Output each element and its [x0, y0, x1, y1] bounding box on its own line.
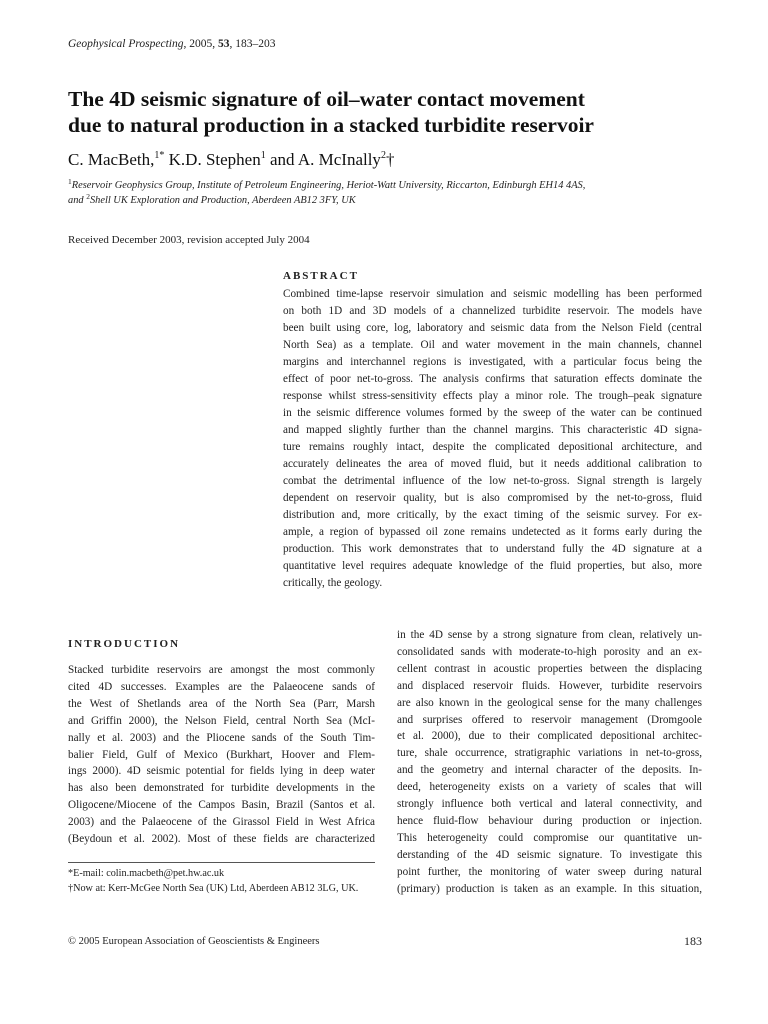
abstract-line: effect of poor net-to-gross. The analysis confirms that saturation effects dominate the [283, 373, 702, 385]
abstract-line: accurately delineates the area of moved fluid, but it needs additional calibration to [283, 458, 702, 470]
body-text-line: hence fluid-flow behaviour during production or injection. [397, 814, 702, 827]
body-text-line: and Griffin 2000), the Nelson Field, central North Sea (McI- [68, 714, 375, 727]
body-text-line: Oligocene/Miocene of the Campos Basin, Brazil (Santos et al. [68, 799, 375, 812]
body-text-line: et al. 2000), due to their complicated depositional architec- [397, 730, 702, 743]
introduction-heading: INTRODUCTION [68, 638, 181, 650]
abstract-line: quantitative level requires adequate knowledge of the fluid properties, but also, more [283, 560, 702, 572]
affiliation-2 [68, 193, 708, 208]
journal-name: Geophysical Prospecting [68, 38, 184, 50]
author-list [68, 150, 394, 170]
title-line-1: The 4D seismic signature of oil–water contact movement [68, 87, 585, 111]
body-text-line: Stacked turbidite reservoirs are amongst the most commonly [68, 664, 375, 676]
page-number: 183 [684, 934, 702, 948]
body-text-line: the West of Shetlands area of the North Sea (Parr, Marsh [68, 697, 375, 710]
abstract-line: on both 1D and 3D models of a channelized turbidite reservoir. The models have [283, 305, 702, 317]
body-text-line: nally et al. 2003) and the Pliocene sands of the South Tim- [68, 731, 375, 744]
author-3-sup: 2 [380, 150, 386, 161]
body-column-right [397, 627, 702, 898]
copyright-notice: © 2005 European Association of Geoscientists & Engineers [68, 936, 320, 947]
author-3-mark: † [385, 150, 395, 169]
affiliation-1-sup: 1 [68, 177, 72, 186]
affiliation-1-text: Reservoir Geophysics Group, Institute of Petroleum Engineering, Heriot-Watt University, Riccarton, Edinburgh EH14 4AS, [71, 180, 586, 191]
body-text-line: (Beydoun et al. 2002). Most of these fields are characterized [68, 833, 375, 846]
body-text-line: ings 2000). 4D seismic potential for fields lying in deep water [68, 765, 375, 778]
footnotes [68, 866, 378, 896]
abstract-line: and mapped slightly further than the channel margins. This characteristic 4D signa- [283, 424, 702, 436]
journal-year: , 2005, [183, 38, 219, 50]
footnote-divider [68, 862, 375, 863]
author-2: K.D. Stephen [164, 150, 261, 169]
abstract-line: in the seismic difference volumes formed by the sweep of the water can be continued [283, 407, 702, 419]
affiliation-and: and [68, 195, 87, 206]
journal-volume: 53 [218, 38, 230, 50]
abstract-line: North Sea) as a template. Oil and water movement in the main channels, channel [283, 339, 702, 351]
body-text-line: cellent contrast in acoustic properties between the displacing [397, 662, 702, 675]
body-text-line: derstanding of the 4D seismic signature. To investigate this [397, 848, 702, 861]
affiliations [68, 178, 708, 208]
body-text-line: has also been demonstrated for turbidite developments in the [68, 782, 375, 795]
author-3: and A. McInally [265, 150, 381, 169]
journal-pages: , 183–203 [229, 38, 276, 50]
body-text-line: ture, shale occurrence, stratigraphic variations in net-to-gross, [397, 747, 702, 760]
body-text-line: and displaced reservoir fluids. However, turbidite reservoirs [397, 679, 702, 692]
journal-citation [68, 38, 276, 50]
body-text-line: 2003) and the Palaeocene of the Girassol Field in West Africa [68, 816, 375, 829]
abstract-line: dependent on reservoir quality, but is also compromised by the net-to-gross, fluid [283, 492, 702, 504]
author-1-sup: 1* [154, 150, 165, 161]
title-line-2: due to natural production in a stacked turbidite reservoir [68, 113, 594, 137]
abstract-line: distribution and, more critically, by the exact timing of the seismic survey. For ex- [283, 509, 702, 521]
body-text-line: in the 4D sense by a strong signature from clean, relatively un- [397, 629, 702, 641]
body-text-line: consolidated sands with moderate-to-high porosity and an ex- [397, 645, 702, 658]
body-text-line: deed, heterogeneity exists on a variety of scales that will [397, 781, 702, 794]
abstract-line: combat the detrimental influence of the low net-to-gross. Signal strength is largely [283, 475, 702, 487]
body-text-line: balier Field, Gulf of Mexico (Burkhart, Hoover and Flem- [68, 748, 375, 761]
abstract-line: been built using core, log, laboratory and seismic data from the Nelson Field (central [283, 322, 702, 334]
abstract-heading: ABSTRACT [283, 270, 359, 282]
received-date: Received December 2003, revision accepted July 2004 [68, 234, 310, 246]
footnote-email: *E-mail: colin.macbeth@pet.hw.ac.uk [68, 868, 225, 879]
footnote-now-at: †Now at: Kerr-McGee North Sea (UK) Ltd, Aberdeen AB12 3LG, UK. [68, 883, 359, 894]
body-column-left [68, 662, 375, 848]
body-text-line: This heterogeneity could compromise our quantitative un- [397, 831, 702, 844]
affiliation-2-sup: 2 [86, 192, 90, 201]
affiliation-2-text: Shell UK Exploration and Production, Aberdeen AB12 3FY, UK [89, 195, 356, 206]
body-text-line: and the geometry and internal character of the deposits. In- [397, 764, 702, 777]
abstract-line: response whilst stress-sensitivity effects play a minor role. The trough–peak signature [283, 390, 702, 402]
abstract-line: critically, the geology. [283, 577, 383, 589]
abstract-line: production. This work demonstrates that to understand fully the 4D signature at a [283, 543, 702, 555]
abstract-line: Combined time-lapse reservoir simulation and seismic modelling has been performed [283, 288, 702, 300]
author-1: C. MacBeth, [68, 150, 155, 169]
affiliation-1 [68, 178, 708, 193]
body-text-line: and surprises offered to reservoir management (Dromgoole [397, 713, 702, 726]
body-text-line: strongly influence both vertical and lateral connectivity, and [397, 798, 702, 811]
body-text-line: (primary) production is taken as an example. In this situation, [397, 882, 702, 895]
body-text-line: cited 4D successes. Examples are the Palaeocene sands of [68, 680, 375, 693]
body-text-line: point further, the monitoring of water sweep during natural [397, 865, 702, 878]
author-2-sup: 1 [260, 150, 266, 161]
abstract-line: ample, a region of bypassed oil zone remains undetected as it forms early during the [283, 526, 702, 538]
abstract-line: ture remains roughly intact, despite the complicated depositional architecture, and [283, 441, 702, 453]
abstract-line: margins and interchannel regions is investigated, with a particular focus being the [283, 356, 702, 368]
article-title [68, 86, 708, 138]
abstract-body [283, 286, 702, 592]
body-text-line: are also known in the geological sense for the many challenges [397, 696, 702, 709]
